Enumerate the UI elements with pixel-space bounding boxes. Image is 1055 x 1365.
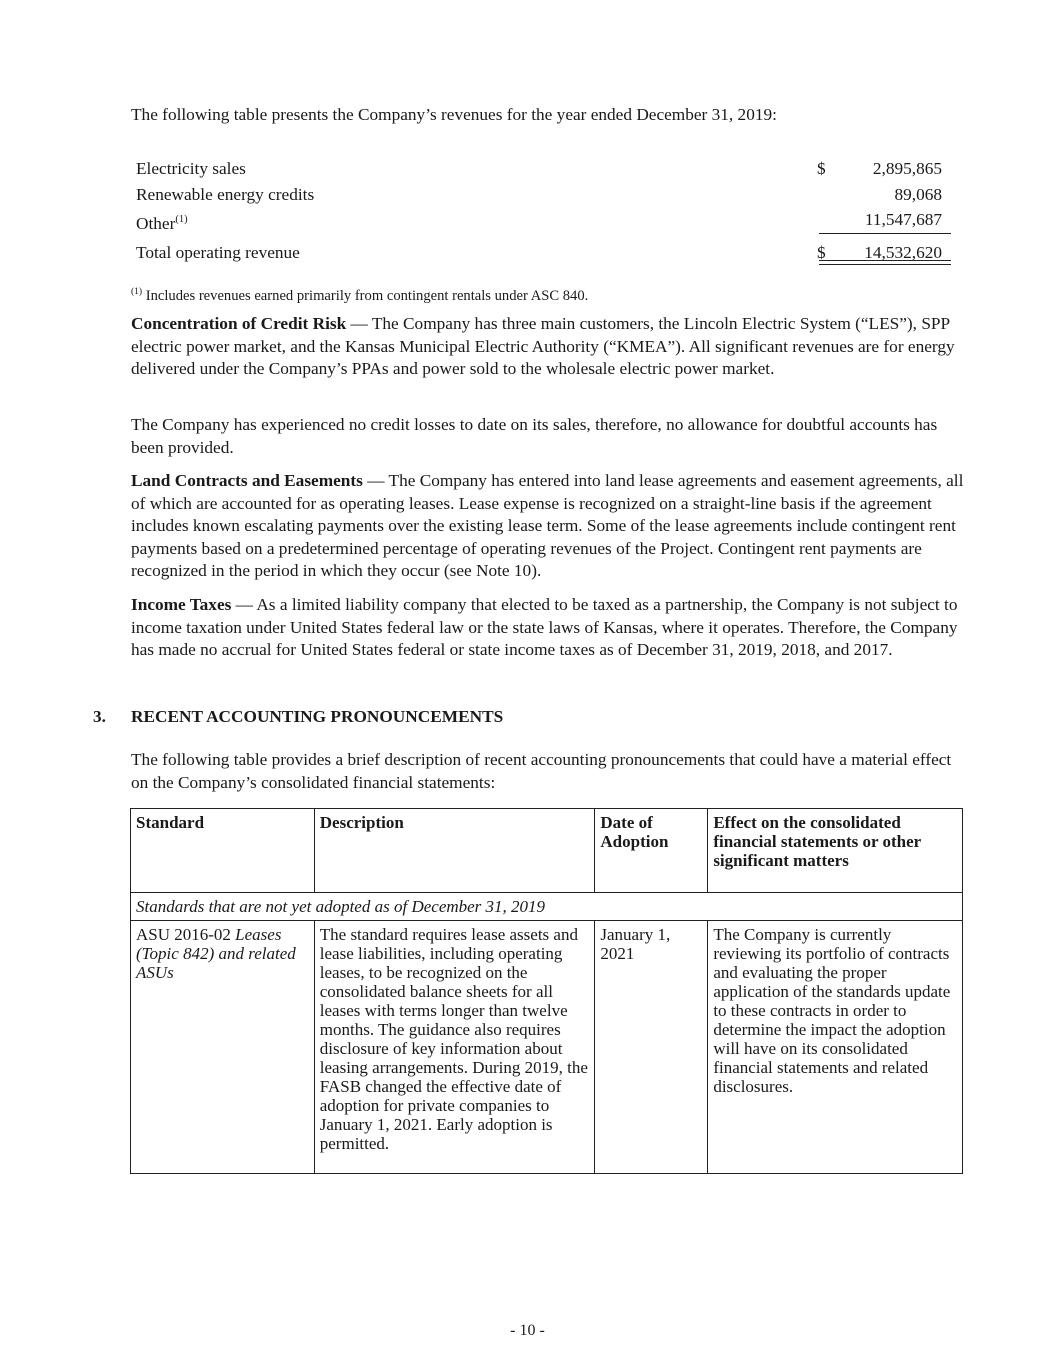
credit-risk-heading: Concentration of Credit Risk: [131, 314, 347, 333]
revenue-amount: 11,547,687: [864, 210, 942, 229]
section-heading: [93, 705, 503, 729]
currency-symbol: $: [817, 242, 826, 262]
revenue-amount: 2,895,865: [872, 159, 942, 178]
total-double-rule: [819, 260, 951, 265]
revenue-row: [131, 182, 951, 208]
revenue-label: Electricity sales: [136, 159, 246, 178]
cell-description: The standard requires lease assets and lease liabilities, including operating leases, to be recognized on the consolidated balance sheets for all leases with terms longer than twelve months. The guidance also requires disclosure of key information about leasing arrangements. During 2019, the FASB changed the effective date of adoption for private companies to January 1, 2021. Early adoption is permitted.: [314, 921, 595, 1174]
income-taxes-paragraph: Income Taxes — As a limited liability company that elected to be taxed as a partnership, the Company is not subject to income taxation under United States federal law or the state laws of Kansas, where it operates. Therefore, the Company has made no accrual for United States federal or state income taxes as of December 31, 2019, 2018, and 2017.: [131, 595, 958, 659]
pronouncements-intro: The following table provides a brief description of recent accounting pronouncements that could have a material effect on the Company’s consolidated financial statements:: [131, 750, 952, 792]
section-label: Standards that are not yet adopted as of December 31, 2019: [131, 893, 963, 921]
revenue-footnote: [131, 282, 588, 306]
header-effect: Effect on the consolidated financial statements or other significant matters: [708, 809, 963, 893]
revenue-label: Renewable energy credits: [136, 184, 315, 204]
cell-date: January 1, 2021: [595, 921, 708, 1174]
footnote-text: Includes revenues earned primarily from contingent rentals under ASC 840.: [145, 288, 589, 304]
revenue-amount: 89,068: [894, 184, 942, 204]
header-date-of-adoption: Date of Adoption: [595, 809, 708, 893]
cell-standard: ASU 2016-02 Leases (Topic 842) and related ASUs: [131, 921, 315, 1174]
currency-symbol: $: [817, 159, 826, 178]
subtotal-rule: [819, 233, 951, 234]
page-number: - 10 -: [510, 1322, 545, 1339]
income-taxes-heading: Income Taxes: [131, 595, 232, 614]
revenue-row: [131, 156, 951, 182]
credit-risk-paragraph: Concentration of Credit Risk — The Company has three main customers, the Lincoln Electric System (“LES”), SPP electric power market, and the Kansas Municipal Electric Authority (“KMEA”). All significant revenues are for energy delivered under the Company’s PPAs and power sold to the wholesale electric power market.: [131, 314, 955, 378]
revenue-label: Other$^{(1)}$: [136, 214, 188, 233]
footnote-marker: (1): [131, 287, 143, 297]
revenue-total-amount: 14,532,620: [864, 242, 942, 262]
table-row: [131, 921, 963, 1174]
land-contracts-paragraph: Land Contracts and Easements — The Company has entered into land lease agreements and easement agreements, all of which are accounted for as operating leases. Lease expense is recognized on a straight-line basis if the agreement includes known escalating payments over the existing lease term. Some of the lease agreements include contingent rent payments based on a predetermined percentage of operating revenues of the Project. Contingent rent payments are recognized in the period in which they occur (see Note 10).: [131, 471, 964, 580]
table-header-row: [131, 809, 963, 893]
pronouncements-table: [130, 808, 963, 1174]
cell-effect: The Company is currently reviewing its portfolio of contracts and evaluating the proper application of the standards update to these contracts in order to determine the impact the adoption will have on its consolidated financial statements and related disclosures.: [708, 921, 963, 1174]
land-contracts-heading: Land Contracts and Easements: [131, 471, 363, 490]
revenue-table: [131, 156, 951, 265]
footnote-marker: (1): [175, 214, 188, 225]
revenue-total-label: Total operating revenue: [136, 242, 300, 262]
header-standard: Standard: [131, 809, 315, 893]
credit-losses-paragraph: The Company has experienced no credit losses to date on its sales, therefore, no allowance for doubtful accounts has been provided.: [131, 415, 938, 457]
section-title: RECENT ACCOUNTING PRONOUNCEMENTS: [131, 707, 504, 726]
table-section-row: [131, 893, 963, 921]
section-number: 3.: [93, 707, 106, 726]
revenue-intro: The following table presents the Company’s revenues for the year ended December 31, 2019:: [131, 105, 777, 124]
revenue-row: [131, 207, 951, 233]
header-description: Description: [314, 809, 595, 893]
